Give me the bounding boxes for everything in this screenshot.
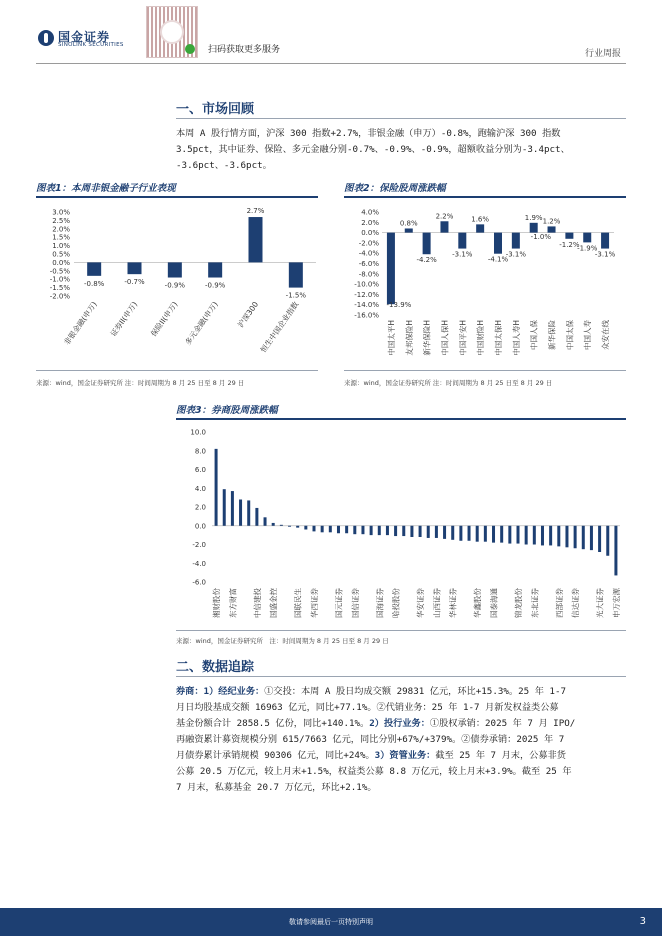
text-run: 截至 25 年 7 月末，公募非货	[435, 750, 566, 761]
y-tick-label: -8.0%	[358, 270, 379, 279]
data-label: -1.5%	[285, 291, 306, 300]
chart-insurance-stocks	[344, 200, 628, 368]
data-label: -1.2%	[559, 240, 580, 249]
y-tick-label: 4.0	[194, 484, 206, 493]
chart-bar	[321, 526, 324, 533]
y-tick-label: -2.0%	[358, 239, 379, 248]
chart-bar	[337, 526, 340, 534]
chart-bar	[582, 526, 585, 549]
footer-disclaimer[interactable]: 敬请参阅最后一页特别声明	[289, 918, 373, 926]
figure2-source-rule	[344, 370, 626, 371]
company-name-cn: 国金证券	[58, 30, 111, 44]
chart-bar	[405, 228, 413, 232]
chart-bar	[574, 526, 577, 549]
y-tick-label: -12.0%	[354, 290, 379, 299]
data-label: -0.9%	[164, 281, 185, 290]
chart-bar	[386, 526, 389, 535]
data-label: -3.1%	[505, 250, 527, 259]
chart-bar	[208, 262, 222, 277]
scan-hint: 扫码获取更多服务	[208, 45, 281, 55]
x-tick-label: 多元金融(申万)	[183, 299, 220, 347]
chart-bar	[410, 526, 413, 537]
chart-bar	[296, 526, 299, 528]
data-label: -3.1%	[452, 250, 473, 259]
market-review-paragraph	[176, 126, 628, 174]
x-tick-label: 华西证券	[310, 588, 319, 618]
chart-bar	[423, 233, 431, 255]
y-tick-label: -4.0	[192, 559, 206, 568]
chart-bar	[606, 526, 609, 556]
bold-lead: 3）资管业务：	[374, 750, 436, 761]
chart-bar	[508, 526, 511, 544]
page-footer	[0, 908, 662, 936]
paragraph-line	[176, 684, 630, 700]
figure2-rule	[344, 196, 626, 198]
data-label: 2.7%	[246, 207, 265, 216]
chart-bar	[87, 262, 101, 275]
text-run: 基金份额合计 2858.5 亿份，同比+140.1%。	[176, 718, 370, 729]
chart-bar	[419, 526, 422, 537]
x-tick-label: 证券II(申万)	[108, 299, 140, 339]
data-label: -0.9%	[205, 281, 226, 290]
chart-bar	[280, 525, 283, 526]
paragraph-line: 再融资累计募资规模分别 615/7663 亿元，同比分别+67%/+379%。②债券承销：2025 年 7	[176, 734, 565, 745]
chart-bar	[484, 526, 487, 542]
y-tick-label: -6.0%	[358, 260, 379, 268]
chart-bar	[512, 233, 520, 249]
chart-bar	[548, 226, 556, 232]
x-tick-label: 国元证券	[334, 588, 344, 618]
x-tick-label: 哈投股份	[391, 588, 401, 618]
section-divider	[176, 118, 626, 119]
chart-bar	[443, 526, 446, 539]
x-tick-label: 中信建投	[252, 588, 262, 618]
chart-bar	[517, 526, 520, 544]
figure1-rule	[36, 196, 318, 198]
chart-bar	[402, 526, 405, 536]
figure3-source: 来源：wind，国金证券研究所 注：时间周期为 8 月 25 日至 8 月 29 日	[176, 637, 389, 645]
chart-bar	[440, 221, 448, 232]
x-tick-label: 东方财富	[228, 588, 238, 618]
y-tick-label: -2.0%	[49, 292, 70, 301]
chart-bar	[304, 526, 307, 530]
x-tick-label: 中国人保H	[440, 320, 450, 356]
chart-bar	[289, 262, 303, 287]
header-divider	[36, 63, 626, 64]
data-label: 1.9%	[524, 213, 543, 222]
x-tick-label: 西部证券	[554, 588, 564, 618]
chart-bar	[313, 526, 316, 532]
x-tick-label: 中国太保H	[494, 320, 503, 356]
chart-bar	[264, 517, 267, 525]
chart-bar	[590, 526, 593, 550]
chart-bar	[361, 526, 364, 534]
page-header	[0, 0, 662, 66]
y-tick-label: 3.0%	[52, 208, 70, 217]
y-tick-label: -0.5%	[49, 267, 70, 276]
y-tick-label: 2.0%	[52, 225, 70, 234]
y-tick-label: -4.0%	[358, 249, 379, 258]
qr-badge-icon	[185, 44, 195, 54]
data-label: 1.6%	[471, 215, 490, 224]
chart-bar	[128, 262, 142, 274]
data-label: 0.8%	[399, 219, 418, 228]
chart-bar	[614, 526, 617, 576]
chart-bar	[492, 526, 495, 543]
y-tick-label: -1.0%	[49, 275, 70, 284]
x-tick-label: 中国人保	[529, 320, 539, 350]
figure3-title: 图表3：券商股周涨跌幅	[176, 405, 278, 416]
y-tick-label: 0.0	[194, 522, 206, 531]
data-tracking-paragraph	[176, 684, 630, 796]
chart-bar	[525, 526, 528, 545]
y-tick-label: 2.5%	[52, 216, 70, 225]
y-tick-label: 1.5%	[52, 233, 70, 242]
chart-bar	[394, 526, 397, 536]
chart-bar	[249, 217, 263, 262]
chart-bar	[215, 449, 218, 526]
chart-bar	[451, 526, 454, 540]
chart-bar	[168, 262, 182, 277]
x-tick-label: 华安证券	[416, 588, 426, 618]
figure1-source-rule	[36, 370, 318, 371]
x-tick-label: 沪深300	[235, 299, 261, 330]
y-tick-label: 10.0	[190, 428, 206, 437]
chart-bar	[549, 526, 552, 546]
x-tick-label: 光大证券	[595, 588, 605, 618]
chart-bar	[427, 526, 430, 538]
chart-bar	[500, 526, 503, 543]
x-tick-label: 新华保险H	[422, 320, 432, 356]
company-name-en: SINOLINK SECURITIES	[58, 42, 124, 48]
x-tick-label: 中国平安H	[458, 320, 468, 356]
chart-subsector-performance	[36, 200, 320, 368]
paragraph-line: 月日均股基成交额 16963 亿元，同比+77.1%。②代销业务：25 年 1-7 月新发权益类公募	[176, 702, 559, 713]
y-tick-label: -2.0	[192, 541, 206, 549]
data-label: 1.2%	[542, 217, 561, 226]
section-divider	[176, 676, 626, 677]
y-tick-label: 2.0%	[361, 218, 379, 227]
chart-bar	[557, 526, 560, 547]
text-run: ①交投：本周 A 股日均成交额 29831 亿元，环比+15.3%。25 年 1-7	[264, 686, 567, 697]
company-logo-icon	[38, 30, 54, 46]
x-tick-label: 中国人寿	[583, 320, 593, 350]
chart-bar	[565, 526, 568, 548]
chart-bar	[231, 491, 234, 526]
chart-bar	[565, 233, 573, 239]
chart-bar	[476, 526, 479, 542]
chart-bar	[468, 526, 471, 541]
x-tick-label: 中国人寿H	[511, 320, 521, 356]
chart-bar	[247, 500, 250, 525]
chart-bar	[601, 233, 609, 249]
section-title-market-review: 一、市场回顾	[176, 102, 255, 117]
data-label: -4.2%	[416, 256, 437, 265]
figure3-rule	[176, 418, 626, 420]
y-tick-label: -16.0%	[354, 311, 379, 320]
chart-bar	[533, 526, 536, 545]
x-tick-label: 恒生中国企业指数	[258, 299, 301, 355]
x-tick-label: 国联民生	[293, 588, 303, 618]
chart-bar	[387, 233, 395, 305]
paragraph-line: 公募 20.5 万亿元，较上月末+1.5%，权益类公募 8.8 万亿元，较上月末+3.9%。截至 25 年	[176, 766, 572, 777]
chart-bar	[378, 526, 381, 535]
x-tick-label: 山西证券	[432, 588, 442, 618]
chart-bar	[541, 526, 544, 546]
x-tick-label: 国海证券	[375, 588, 385, 618]
y-tick-label: -6.0	[192, 578, 206, 587]
chart-bar	[583, 233, 591, 243]
y-tick-label: 0.0%	[52, 258, 70, 267]
chart-bar	[435, 526, 438, 538]
y-tick-label: 8.0	[194, 447, 206, 456]
y-tick-label: 0.5%	[52, 250, 70, 259]
paragraph-line: 本周 A 股行情方面，沪深 300 指数+2.7%，非银金融（申万）-0.8%，跑输沪深 300 指数	[176, 128, 561, 139]
data-label: -1.9%	[577, 244, 598, 253]
qr-center-logo-icon	[160, 20, 184, 44]
x-tick-label: 华鑫股份	[473, 588, 483, 618]
paragraph-line: 7 月末，私募基金 20.7 万亿元，环比+2.1%。	[176, 782, 377, 793]
data-label: -0.7%	[124, 278, 145, 287]
report-type-label: 行业周报	[585, 49, 622, 59]
chart-broker-stocks	[176, 422, 628, 630]
y-tick-label: 0.0%	[361, 229, 379, 238]
bold-lead: 券商：1）经纪业务：	[176, 686, 265, 697]
text-run: ①股权承销：2025 年 7 月 IPO/	[429, 718, 576, 729]
chart-bar	[459, 526, 462, 541]
chart-bar	[494, 233, 502, 254]
y-tick-label: -1.5%	[49, 284, 70, 293]
paragraph-line: 3.5pct，其中证券、保险、多元金融分别-0.7%、-0.9%、-0.9%，超额收益分别为-3.4pct、	[176, 144, 570, 155]
x-tick-label: 中国太保	[565, 320, 575, 350]
section-title-data-tracking: 二、数据追踪	[176, 660, 255, 675]
y-tick-label: -14.0%	[354, 301, 379, 310]
paragraph-line: -3.6pct、-3.6pct。	[176, 160, 272, 171]
x-tick-label: 国泰海通	[489, 588, 499, 618]
text-run: 月债券累计承销规模 90306 亿元，同比+24%。	[176, 750, 375, 761]
chart-bar	[530, 223, 538, 233]
chart-bar	[329, 526, 332, 533]
x-tick-label: 新华保险	[547, 320, 557, 350]
chart-bar	[476, 224, 484, 232]
paragraph-line	[176, 716, 630, 732]
x-tick-label: 众安在线	[601, 320, 611, 350]
x-tick-label: 国信证券	[350, 588, 360, 618]
y-tick-label: 6.0	[194, 466, 206, 474]
chart-bar	[458, 233, 466, 249]
figure3-source-rule	[176, 630, 626, 631]
figure1-source: 来源：wind，国金证券研究所 注：时间周期为 8 月 25 日至 8 月 29 日	[36, 379, 245, 387]
figure2-source: 来源：wind，国金证券研究所 注：时间周期为 8 月 25 日至 8 月 29 日	[344, 379, 553, 387]
chart-bar	[345, 526, 348, 534]
x-tick-label: 中国财险H	[476, 320, 486, 356]
x-tick-label: 申万宏源	[611, 588, 621, 618]
data-label: 2.2%	[435, 212, 454, 221]
y-tick-label: 4.0%	[361, 208, 379, 217]
x-tick-label: 保险II(申万)	[148, 299, 180, 339]
x-tick-label: 友邦保险H	[404, 320, 414, 356]
x-tick-label: 东北证券	[530, 588, 540, 618]
chart-bar	[239, 500, 242, 526]
y-tick-label: 2.0	[194, 503, 206, 512]
data-label: -13.9%	[386, 301, 412, 310]
chart-bar	[598, 526, 601, 552]
data-label: -3.1%	[594, 250, 616, 259]
chart-bar	[288, 526, 291, 527]
x-tick-label: 国盛金控	[269, 588, 279, 618]
figure2-title: 图表2：保险股周涨跌幅	[344, 183, 446, 194]
bold-lead: 2）投行业务：	[369, 718, 430, 729]
paragraph-line	[176, 748, 630, 764]
data-label: -4.1%	[487, 255, 509, 264]
page-number: 3	[639, 916, 646, 927]
x-tick-label: 湘财股份	[212, 588, 222, 618]
x-tick-label: 信达证券	[571, 588, 581, 618]
x-tick-label: 华林证券	[448, 588, 458, 618]
data-label: -1.0%	[530, 232, 551, 241]
chart-bar	[223, 489, 226, 526]
data-label: -0.8%	[84, 279, 105, 288]
figure1-title: 图表1：本周非银金融子行业表现	[36, 183, 176, 194]
chart-bar	[353, 526, 356, 534]
y-tick-label: -10.0%	[354, 280, 379, 289]
chart-bar	[370, 526, 373, 535]
x-tick-label: 非银金融(申万)	[62, 299, 99, 347]
chart-bar	[272, 523, 275, 526]
x-tick-label: 锦龙股份	[514, 588, 523, 618]
x-tick-label: 中国太平H	[386, 320, 396, 356]
chart-bar	[255, 508, 258, 526]
y-tick-label: 1.0%	[52, 242, 70, 251]
